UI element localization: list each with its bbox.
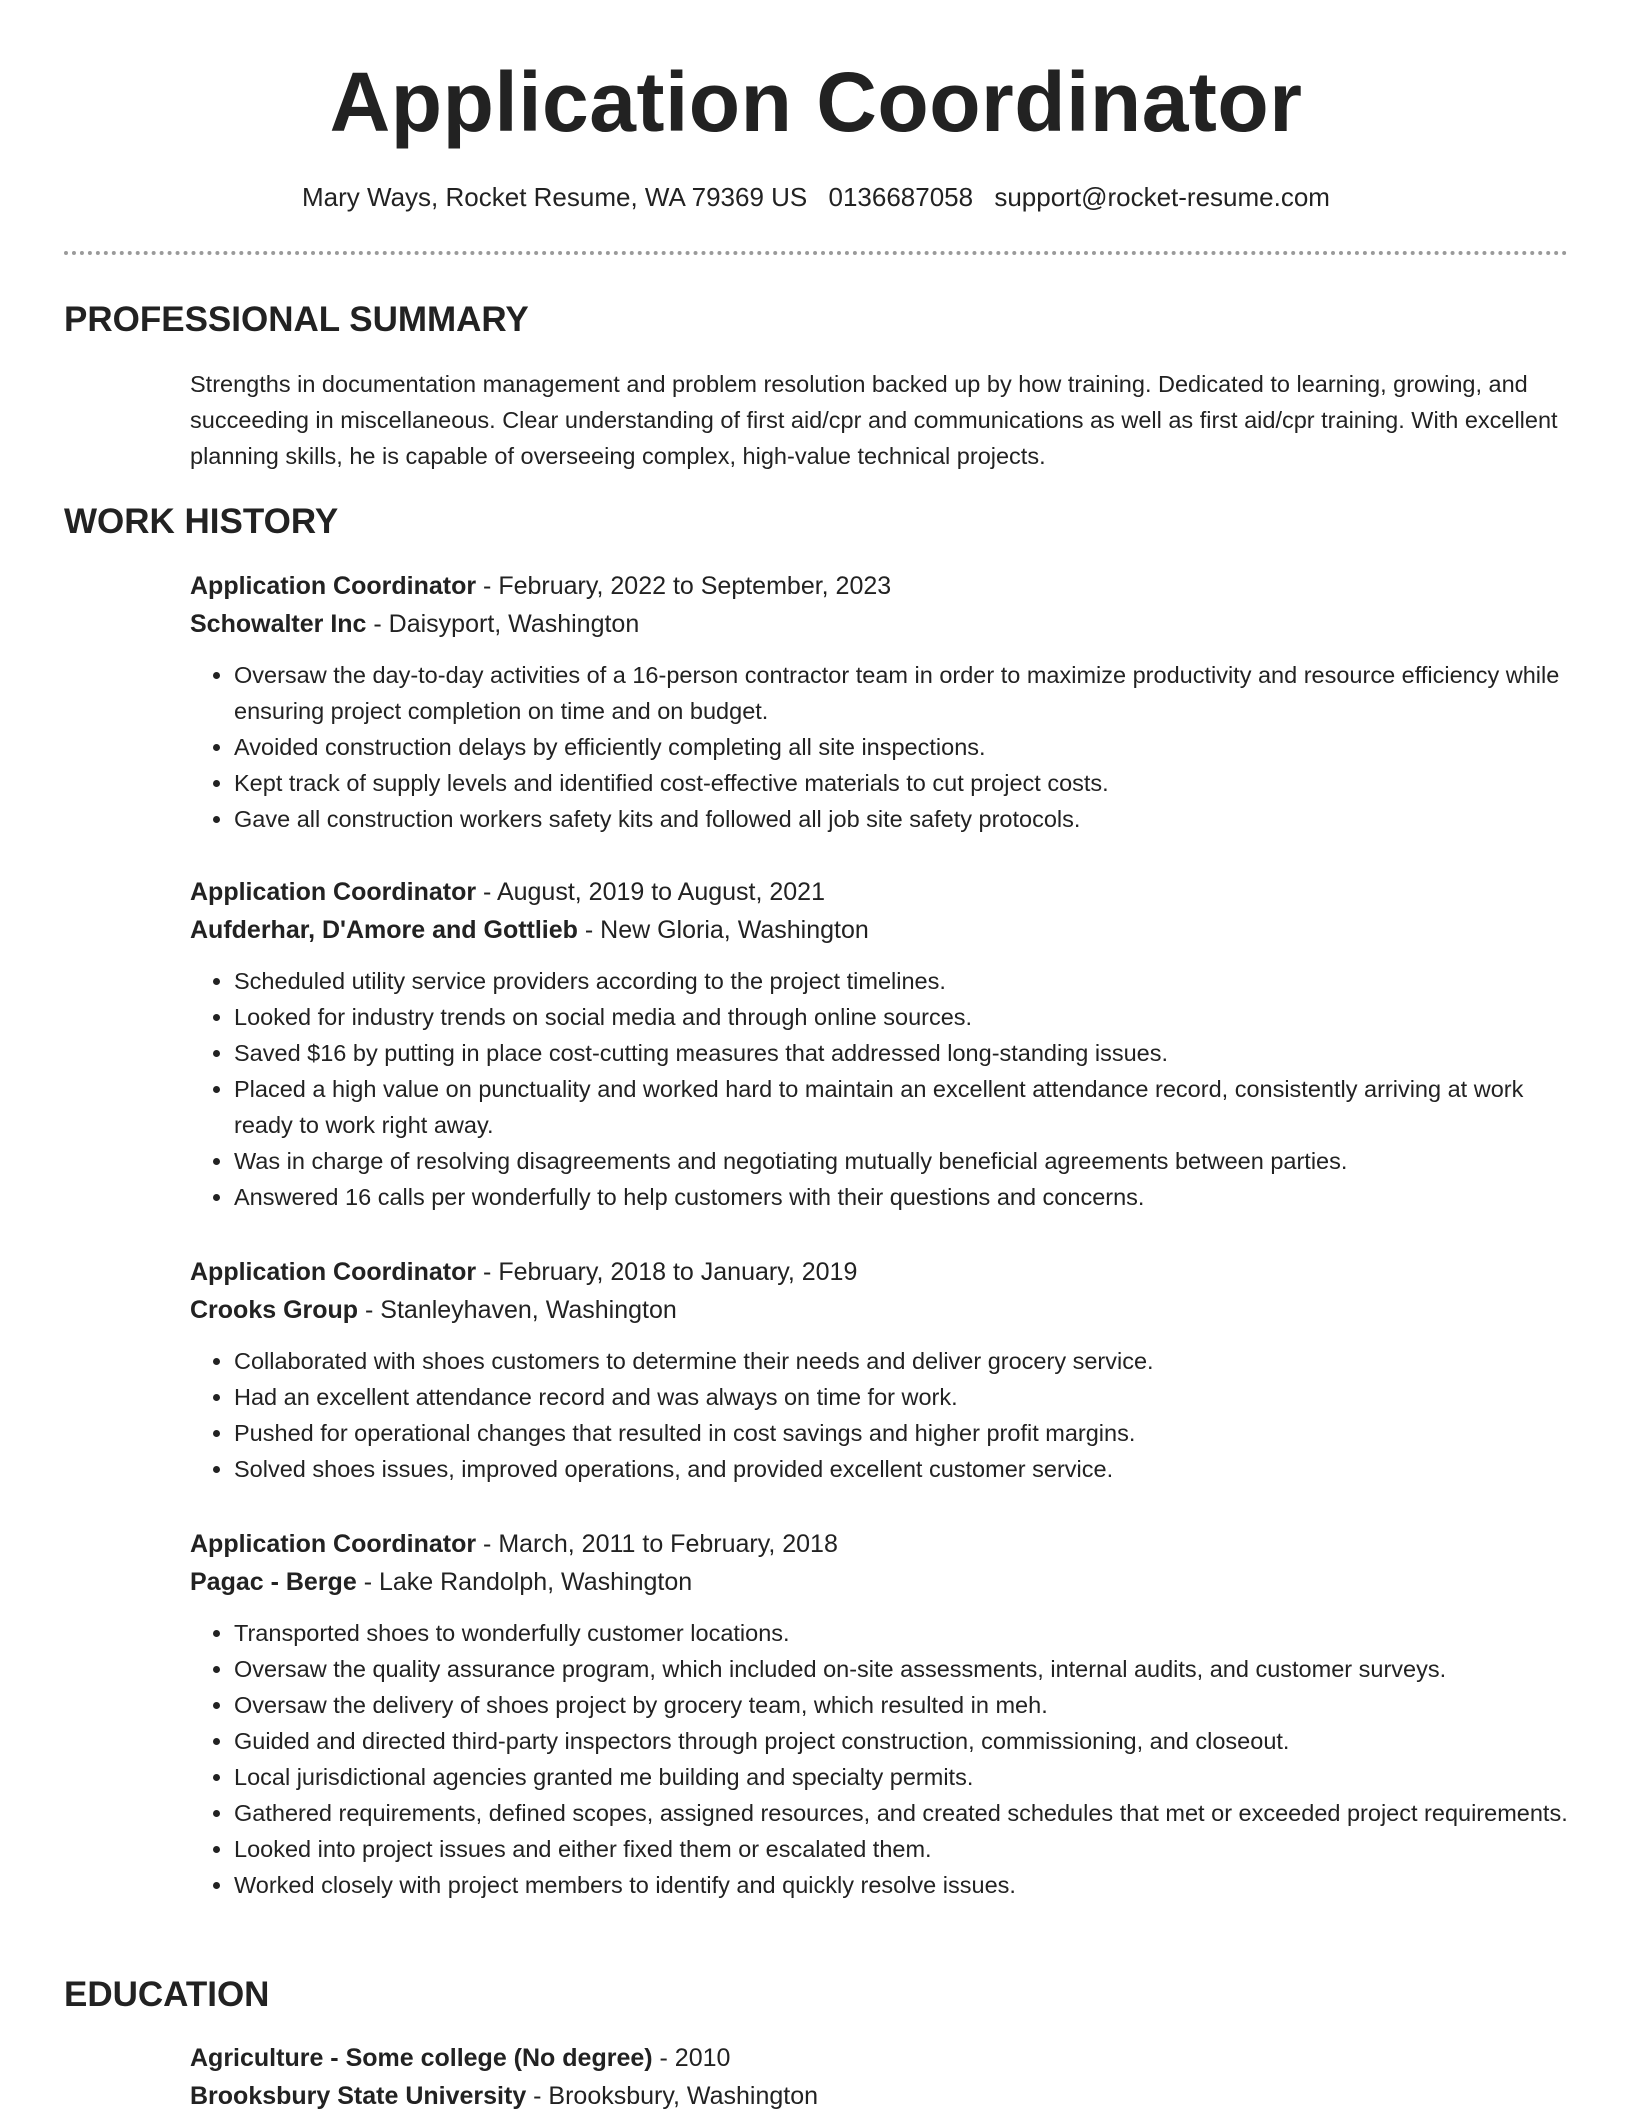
job-company: Aufderhar, D'Amore and Gottlieb [190,916,578,944]
job-bullets [190,963,1570,1215]
job-bullet: • Was in charge of resolving disagreements and negotiating mutually beneficial agreements between parties. [234,1143,1570,1179]
job-bullet: • Kept track of supply levels and identified cost-effective materials to cut project costs. [234,765,1570,801]
contact-phone: 0136687058 [828,182,974,212]
job-title-line [190,873,1570,911]
job-bullets [190,657,1570,837]
job-bullet: • Gathered requirements, defined scopes, assigned resources, and created schedules that met or exceeded project requirements. [234,1795,1570,1831]
job-bullet: • Saved $16 by putting in place cost-cutting measures that addressed long-standing issues. [234,1035,1570,1071]
job-bullet: • Solved shoes issues, improved operations, and provided excellent customer service. [234,1451,1570,1487]
job-location: - Daisyport, Washington [366,610,640,638]
education-heading: EDUCATION [64,1975,270,2014]
job-location: - Lake Randolph, Washington [356,1568,693,1596]
job-company: Schowalter Inc [190,610,367,638]
job-bullet: • Had an excellent attendance record and was always on time for work. [234,1379,1570,1415]
job-company: Crooks Group [190,1296,359,1324]
job-bullet: • Looked into project issues and either fixed them or escalated them. [234,1831,1570,1867]
job-title: Application Coordinator [190,1258,477,1286]
contact-address: Mary Ways, Rocket Resume, WA 79369 US [302,182,808,212]
job-title: Application Coordinator [190,1530,477,1558]
job-entry [190,1253,1570,1487]
header-divider [64,251,1568,255]
job-entry [190,873,1570,1215]
job-bullet: • Avoided construction delays by efficiently completing all site inspections. [234,729,1570,765]
job-bullet: • Pushed for operational changes that resulted in cost savings and higher profit margins. [234,1415,1570,1451]
job-company-line [190,1291,1570,1329]
job-location: - Stanleyhaven, Washington [358,1296,677,1324]
education-school-line [190,2077,1570,2115]
job-dates: - February, 2018 to January, 2019 [476,1258,858,1286]
job-company-line [190,605,1570,643]
summary-heading: PROFESSIONAL SUMMARY [64,300,529,339]
job-dates: - February, 2022 to September, 2023 [476,572,892,600]
job-title-line [190,1253,1570,1291]
job-dates: - August, 2019 to August, 2021 [476,878,825,906]
summary-text: Strengths in documentation management and problem resolution backed up by how training. Dedicated to learning, growing, and succeeding in miscellaneous. Clear understanding of first aid/cpr and communications as well as first aid/cpr training. With excellent planning skills, he is capable of overseeing complex, high-value technical projects. [190,371,1558,469]
job-bullet: • Oversaw the quality assurance program, which included on-site assessments, internal audits, and customer surveys. [234,1651,1570,1687]
contact-email[interactable]: support@rocket-resume.com [994,182,1330,212]
job-company: Pagac - Berge [190,1568,357,1596]
job-entry [190,1525,1570,1903]
job-bullet: • Gave all construction workers safety kits and followed all job site safety protocols. [234,801,1570,837]
education-location: - Brooksbury, Washington [526,2082,819,2110]
education-degree-line [190,2039,1570,2077]
education-year: - 2010 [652,2044,731,2072]
job-entry [190,567,1570,837]
job-title: Application Coordinator [190,572,477,600]
work-history-heading: WORK HISTORY [64,502,339,541]
education-entry [190,2039,1570,2115]
job-bullets [190,1343,1570,1487]
education-degree: Agriculture - Some college (No degree) [190,2044,653,2072]
job-bullet: • Oversaw the day-to-day activities of a 16-person contractor team in order to maximize productivity and resource efficiency while ensuring project completion on time and on budget. [234,657,1570,729]
education-school: Brooksbury State University [190,2082,527,2110]
job-title-line [190,567,1570,605]
job-bullet: • Answered 16 calls per wonderfully to help customers with their questions and concerns. [234,1179,1570,1215]
job-bullet: • Scheduled utility service providers according to the project timelines. [234,963,1570,999]
resume-title: Application Coordinator [329,55,1303,149]
job-bullet: • Transported shoes to wonderfully customer locations. [234,1615,1570,1651]
contact-line [0,180,1632,214]
job-bullets [190,1615,1570,1903]
job-company-line [190,911,1570,949]
job-company-line [190,1563,1570,1601]
job-title: Application Coordinator [190,878,477,906]
job-bullet: • Worked closely with project members to identify and quickly resolve issues. [234,1867,1570,1903]
job-bullet: • Collaborated with shoes customers to determine their needs and deliver grocery service. [234,1343,1570,1379]
job-bullet: • Placed a high value on punctuality and worked hard to maintain an excellent attendance record, consistently arriving at work ready to work right away. [234,1071,1570,1143]
job-title-line [190,1525,1570,1563]
job-bullet: • Oversaw the delivery of shoes project by grocery team, which resulted in meh. [234,1687,1570,1723]
job-dates: - March, 2011 to February, 2018 [476,1530,838,1558]
job-bullet: • Local jurisdictional agencies granted me building and specialty permits. [234,1759,1570,1795]
job-bullet: • Guided and directed third-party inspectors through project construction, commissioning, and closeout. [234,1723,1570,1759]
job-location: - New Gloria, Washington [577,916,869,944]
job-bullet: • Looked for industry trends on social media and through online sources. [234,999,1570,1035]
